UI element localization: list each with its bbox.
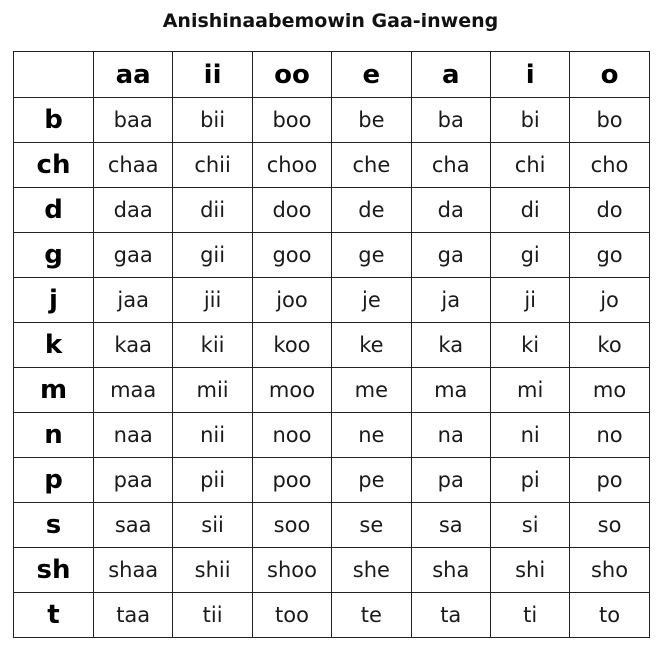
syllable-cell: ja xyxy=(411,278,490,323)
vowel-header-a: a xyxy=(411,52,490,98)
table-row xyxy=(14,98,650,143)
syllable-cell: shi xyxy=(490,548,569,593)
vowel-header-aa: aa xyxy=(94,52,173,98)
syllable-cell: no xyxy=(570,413,649,458)
syllable-cell: dii xyxy=(173,188,252,233)
syllable-cell: cha xyxy=(411,143,490,188)
syllable-cell: taa xyxy=(94,593,173,638)
syllable-cell: shoo xyxy=(252,548,331,593)
syllable-cell: goo xyxy=(252,233,331,278)
syllable-cell: sii xyxy=(173,503,252,548)
vowel-header-e: e xyxy=(332,52,411,98)
syllable-cell: sha xyxy=(411,548,490,593)
syllable-cell: de xyxy=(332,188,411,233)
syllable-cell: noo xyxy=(252,413,331,458)
syllable-cell: ni xyxy=(490,413,569,458)
consonant-header: sh xyxy=(14,548,94,593)
syllable-cell: ji xyxy=(490,278,569,323)
syllable-cell: mo xyxy=(570,368,649,413)
table-row xyxy=(14,278,650,323)
syllable-cell: jo xyxy=(570,278,649,323)
syllable-cell: je xyxy=(332,278,411,323)
syllable-cell: cho xyxy=(570,143,649,188)
syllable-cell: naa xyxy=(94,413,173,458)
syllable-cell: maa xyxy=(94,368,173,413)
syllable-cell: choo xyxy=(252,143,331,188)
syllable-cell: jii xyxy=(173,278,252,323)
table-row xyxy=(14,458,650,503)
syllable-cell: ma xyxy=(411,368,490,413)
syllable-cell: so xyxy=(570,503,649,548)
syllable-cell: ba xyxy=(411,98,490,143)
table-row xyxy=(14,503,650,548)
syllable-cell: pi xyxy=(490,458,569,503)
syllable-cell: po xyxy=(570,458,649,503)
syllable-cell: soo xyxy=(252,503,331,548)
syllable-cell: chaa xyxy=(94,143,173,188)
consonant-header: m xyxy=(14,368,94,413)
vowel-header-o: o xyxy=(570,52,649,98)
syllable-cell: sho xyxy=(570,548,649,593)
syllable-cell: sa xyxy=(411,503,490,548)
syllable-cell: kaa xyxy=(94,323,173,368)
syllable-cell: ka xyxy=(411,323,490,368)
table-row xyxy=(14,233,650,278)
consonant-header: b xyxy=(14,98,94,143)
table-row xyxy=(14,413,650,458)
vowel-header-ii: ii xyxy=(173,52,252,98)
syllable-cell: poo xyxy=(252,458,331,503)
syllable-cell: se xyxy=(332,503,411,548)
syllabary-table xyxy=(13,51,650,638)
consonant-header: t xyxy=(14,593,94,638)
consonant-header: d xyxy=(14,188,94,233)
consonant-header: k xyxy=(14,323,94,368)
syllable-cell: si xyxy=(490,503,569,548)
syllable-cell: she xyxy=(332,548,411,593)
syllable-cell: saa xyxy=(94,503,173,548)
table-row xyxy=(14,548,650,593)
syllable-cell: shaa xyxy=(94,548,173,593)
table-row xyxy=(14,143,650,188)
syllable-cell: ta xyxy=(411,593,490,638)
syllable-cell: chi xyxy=(490,143,569,188)
syllable-cell: mi xyxy=(490,368,569,413)
syllable-cell: jaa xyxy=(94,278,173,323)
page-title: Anishinaabemowin Gaa-inweng xyxy=(162,10,499,32)
syllable-cell: pa xyxy=(411,458,490,503)
syllable-cell: gii xyxy=(173,233,252,278)
syllable-cell: ti xyxy=(490,593,569,638)
syllable-cell: nii xyxy=(173,413,252,458)
consonant-header: ch xyxy=(14,143,94,188)
vowel-header-oo: oo xyxy=(252,52,331,98)
syllable-cell: mii xyxy=(173,368,252,413)
table-row xyxy=(14,188,650,233)
table-row xyxy=(14,323,650,368)
syllable-cell: gaa xyxy=(94,233,173,278)
corner-cell xyxy=(14,52,94,98)
consonant-header: n xyxy=(14,413,94,458)
syllable-cell: paa xyxy=(94,458,173,503)
syllable-cell: da xyxy=(411,188,490,233)
header-row xyxy=(14,52,650,98)
syllable-cell: ki xyxy=(490,323,569,368)
syllable-cell: pe xyxy=(332,458,411,503)
syllable-cell: te xyxy=(332,593,411,638)
syllable-cell: baa xyxy=(94,98,173,143)
syllable-cell: gi xyxy=(490,233,569,278)
syllable-cell: bo xyxy=(570,98,649,143)
syllable-cell: too xyxy=(252,593,331,638)
syllable-cell: shii xyxy=(173,548,252,593)
table-row xyxy=(14,593,650,638)
syllable-cell: ge xyxy=(332,233,411,278)
syllable-cell: ke xyxy=(332,323,411,368)
syllable-cell: koo xyxy=(252,323,331,368)
syllable-cell: daa xyxy=(94,188,173,233)
syllable-cell: kii xyxy=(173,323,252,368)
syllable-cell: to xyxy=(570,593,649,638)
consonant-header: g xyxy=(14,233,94,278)
syllable-cell: go xyxy=(570,233,649,278)
syllable-cell: boo xyxy=(252,98,331,143)
vowel-header-i: i xyxy=(490,52,569,98)
syllable-cell: pii xyxy=(173,458,252,503)
consonant-header: s xyxy=(14,503,94,548)
syllable-cell: me xyxy=(332,368,411,413)
syllable-cell: ne xyxy=(332,413,411,458)
syllable-cell: chii xyxy=(173,143,252,188)
syllable-cell: na xyxy=(411,413,490,458)
syllable-cell: be xyxy=(332,98,411,143)
syllable-cell: bi xyxy=(490,98,569,143)
syllable-cell: do xyxy=(570,188,649,233)
syllable-cell: che xyxy=(332,143,411,188)
syllable-cell: ga xyxy=(411,233,490,278)
syllable-cell: di xyxy=(490,188,569,233)
syllable-cell: doo xyxy=(252,188,331,233)
table-row xyxy=(14,368,650,413)
syllable-cell: tii xyxy=(173,593,252,638)
syllable-cell: moo xyxy=(252,368,331,413)
consonant-header: p xyxy=(14,458,94,503)
consonant-header: j xyxy=(14,278,94,323)
syllable-cell: ko xyxy=(570,323,649,368)
syllable-cell: joo xyxy=(252,278,331,323)
syllable-cell: bii xyxy=(173,98,252,143)
